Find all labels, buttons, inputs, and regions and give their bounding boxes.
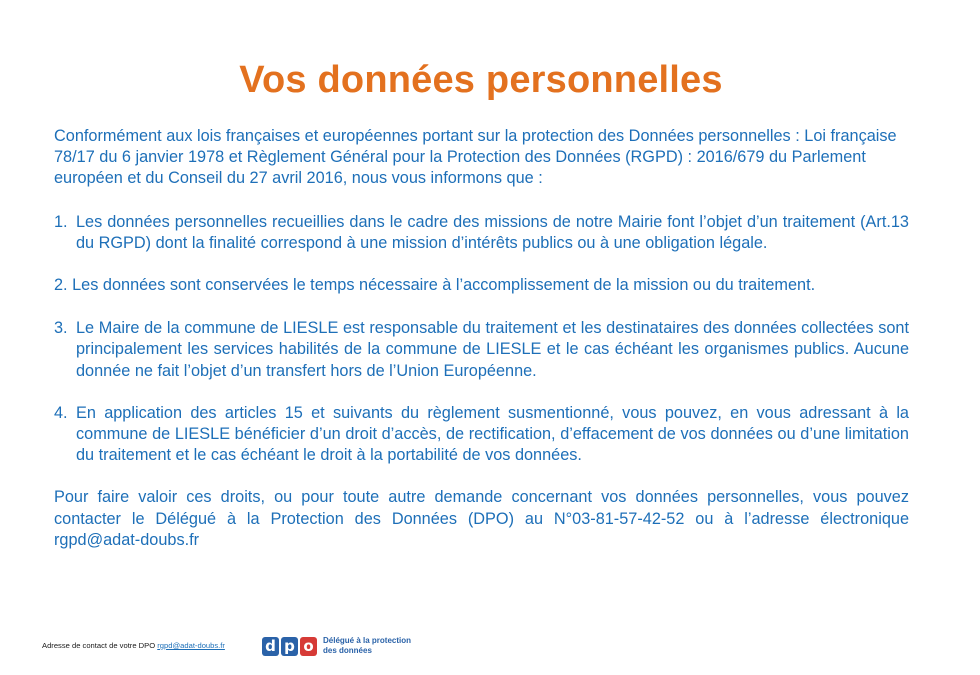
dpo-logo-letters xyxy=(262,637,317,656)
dpo-logo-text xyxy=(323,636,411,656)
dpo-letter-d: d xyxy=(262,637,279,656)
footer-label: Adresse de contact de votre DPO xyxy=(42,641,156,650)
list-item-2 xyxy=(54,275,909,296)
list-item-text: En application des articles 15 et suivants du règlement susmentionné, vous pouvez, en vous adressant à la commune de LIESLE bénéficier d’un droit d’accès, de rectification, d’effacement de vos données ou d’une limitation du traitement et le cas échéant le droit à la portabilité de vos données. xyxy=(76,403,909,465)
closing-paragraph: Pour faire valoir ces droits, ou pour toute autre demande concernant vos données personnelles, vous pouvez contacter le Délégué à la Protection des Données (DPO) au N°03-81-57-42-52 ou à l’adresse électronique rgpd@adat-doubs.fr xyxy=(54,488,909,549)
dpo-letter-p: p xyxy=(281,637,298,656)
list-item-number: 4. xyxy=(54,403,68,422)
list-item-text: Les données sont conservées le temps nécessaire à l’accomplissement de la mission ou du traitement. xyxy=(72,276,816,295)
list-item-number: 2. xyxy=(54,276,68,295)
list-item-number: 3. xyxy=(54,319,68,338)
list-item-text: Les données personnelles recueillies dans le cadre des missions de notre Mairie font l’objet d’un traitement (Art.13 du RGPD) dont la finalité correspond à une mission d’intérêts publics ou à une obligation légale. xyxy=(76,212,909,252)
list-item-text: Le Maire de la commune de LIESLE est responsable du traitement et les destinataires des données collectées sont principalement les services habilités de la commune de LIESLE et le cas échéant les organismes publics. Aucune donnée ne fait l’objet d’un transfert hors de l’Union Européenne. xyxy=(76,319,909,380)
list-item-4 xyxy=(54,403,909,467)
footer-email-link[interactable]: rgpd@adat-doubs.fr xyxy=(157,641,225,650)
list-item-1 xyxy=(54,212,909,254)
dpo-letter-o: o xyxy=(300,637,317,656)
dpo-logo-line1: Délégué à la protection xyxy=(323,636,412,645)
document-body xyxy=(54,126,909,551)
intro-paragraph: Conformément aux lois françaises et européennes portant sur la protection des Données personnelles : Loi française 78/17 du 6 janvier 1978 et Règlement Général pour la Protection des Données (RGPD) : 2016/679 du Parlement européen et du Conseil du 27 avril 2016, nous vous informons que : xyxy=(54,127,897,188)
footer-contact xyxy=(42,641,225,650)
list-item-number: 1. xyxy=(54,212,68,231)
dpo-logo-line2: des données xyxy=(323,646,372,655)
dpo-logo xyxy=(262,636,411,656)
page-title: Vos données personnelles xyxy=(239,59,723,102)
list-item-3 xyxy=(54,318,909,382)
